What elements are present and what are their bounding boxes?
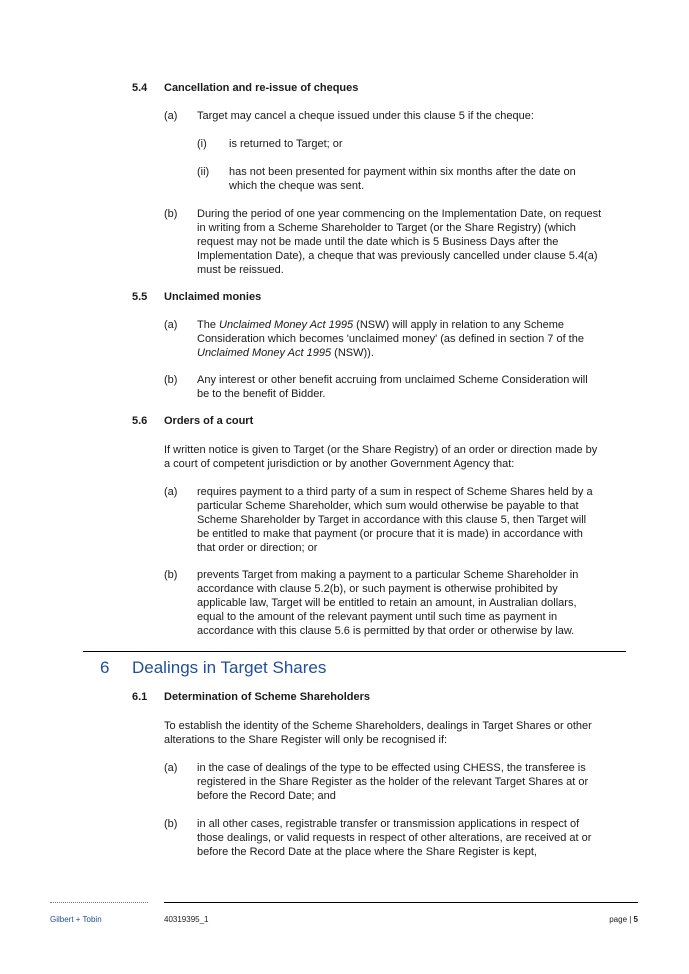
- clause-label: (a): [164, 110, 178, 122]
- clause-text-line: registered in the Share Register as the holder of the relevant Target Shares at or: [197, 776, 589, 788]
- clause-text-line: before the Record Date at the place where the Share Register is kept,: [197, 846, 537, 858]
- clause-text-line: must be reissued.: [197, 264, 284, 276]
- clause-text-line: Unclaimed Money Act 1995 (NSW)).: [197, 347, 374, 359]
- footer-dotted-rule: [50, 902, 148, 903]
- subclause-text-line: has not been presented for payment within six months after the date on: [229, 166, 576, 178]
- clause-label: (a): [164, 319, 178, 331]
- clause-text-line: Consideration which becomes 'unclaimed money' (as defined in section 7 of the: [197, 333, 584, 345]
- clause-heading-5-6: Orders of a court: [164, 415, 254, 427]
- clause-label: (a): [164, 762, 178, 774]
- footer-rule: [164, 902, 638, 903]
- footer-page-number: page | 5: [609, 915, 638, 924]
- clause-text-line: that order or direction; or: [197, 542, 318, 554]
- subclause-label: (i): [197, 138, 207, 150]
- clause-heading-5-4: Cancellation and re-issue of cheques: [164, 82, 359, 94]
- clause-text-line: in all other cases, registrable transfer or transmission applications in respect of: [197, 818, 580, 830]
- clause-text-line: Scheme Shareholder by Target in accordance with this clause 5, then Target will: [197, 514, 587, 526]
- clause-intro-line: a court of competent jurisdiction or by another Government Agency that:: [164, 458, 515, 470]
- clause-number-5-4: 5.4: [132, 82, 148, 94]
- clause-text-line: accordance with this clause 5.6 is permitted by that order or otherwise by law.: [197, 625, 575, 637]
- subclause-text-line: which the cheque was sent.: [229, 180, 365, 192]
- clause-text-line: in writing from a Scheme Shareholder to Target (or the Share Registry) (which: [197, 222, 576, 234]
- section-divider: [83, 651, 626, 652]
- clause-heading-5-5: Unclaimed monies: [164, 291, 262, 303]
- clause-text-line: accordance with clause 5.2(b), or such payment is otherwise prohibited by: [197, 583, 558, 595]
- clause-intro-line: To establish the identity of the Scheme Shareholders, dealings in Target Shares or other: [164, 720, 592, 732]
- section-number-6: 6: [100, 658, 110, 677]
- clause-intro-line: alterations to the Share Register will only be recognised if:: [164, 734, 448, 746]
- clause-text-line: be entitled to make that payment (or procure that it is made) in accordance with: [197, 528, 583, 540]
- clause-text-line: During the period of one year commencing on the Implementation Date, on request: [197, 208, 602, 220]
- clause-heading-6-1: Determination of Scheme Shareholders: [164, 691, 370, 703]
- clause-label: (b): [164, 208, 178, 220]
- footer-brand: Gilbert + Tobin: [50, 915, 102, 924]
- clause-text-line: Implementation Date), a cheque that was previously cancelled under clause 5.4(a): [197, 250, 598, 262]
- clause-text-line: applicable law, Target will be entitled to retain an amount, in Australian dollars,: [197, 597, 577, 609]
- clause-text: Target may cancel a cheque issued under this clause 5 if the cheque:: [197, 110, 534, 122]
- section-heading-6: Dealings in Target Shares: [132, 658, 327, 677]
- footer-doc-reference: 40319395_1: [164, 915, 209, 924]
- clause-text-line: particular Scheme Shareholder, which sum would otherwise be payable to that: [197, 500, 579, 512]
- clause-number-5-5: 5.5: [132, 291, 148, 303]
- clause-label: (b): [164, 818, 178, 830]
- clause-number-5-6: 5.6: [132, 415, 148, 427]
- clause-label: (b): [164, 569, 178, 581]
- subclause-label: (ii): [197, 166, 210, 178]
- clause-label: (b): [164, 374, 178, 386]
- clause-text-line: before the Record Date; and: [197, 790, 336, 802]
- clause-text-line: Any interest or other benefit accruing from unclaimed Scheme Consideration will: [197, 374, 588, 386]
- clause-text-line: requires payment to a third party of a sum in respect of Scheme Shares held by a: [197, 486, 593, 498]
- subclause-text: is returned to Target; or: [229, 138, 343, 150]
- clause-text-line: be to the benefit of Bidder.: [197, 388, 326, 400]
- clause-text-line: The Unclaimed Money Act 1995 (NSW) will apply in relation to any Scheme: [197, 319, 565, 331]
- clause-text-line: request may not be made until the date which is 5 Business Days after the: [197, 236, 559, 248]
- clause-label: (a): [164, 486, 178, 498]
- clause-text-line: those dealings, or valid requests in respect of other alterations, are received at or: [197, 832, 592, 844]
- clause-text-line: equal to the amount of the relevant payment until such time as payment in: [197, 611, 558, 623]
- clause-text-line: in the case of dealings of the type to be effected using CHESS, the transferee is: [197, 762, 586, 774]
- clause-intro-line: If written notice is given to Target (or the Share Registry) of an order or direction made by: [164, 444, 598, 456]
- act-title: Unclaimed Money Act 1995: [197, 347, 332, 359]
- clause-number-6-1: 6.1: [132, 691, 148, 703]
- clause-text-line: prevents Target from making a payment to a particular Scheme Shareholder in: [197, 569, 579, 581]
- act-title: Unclaimed Money Act 1995: [219, 319, 354, 331]
